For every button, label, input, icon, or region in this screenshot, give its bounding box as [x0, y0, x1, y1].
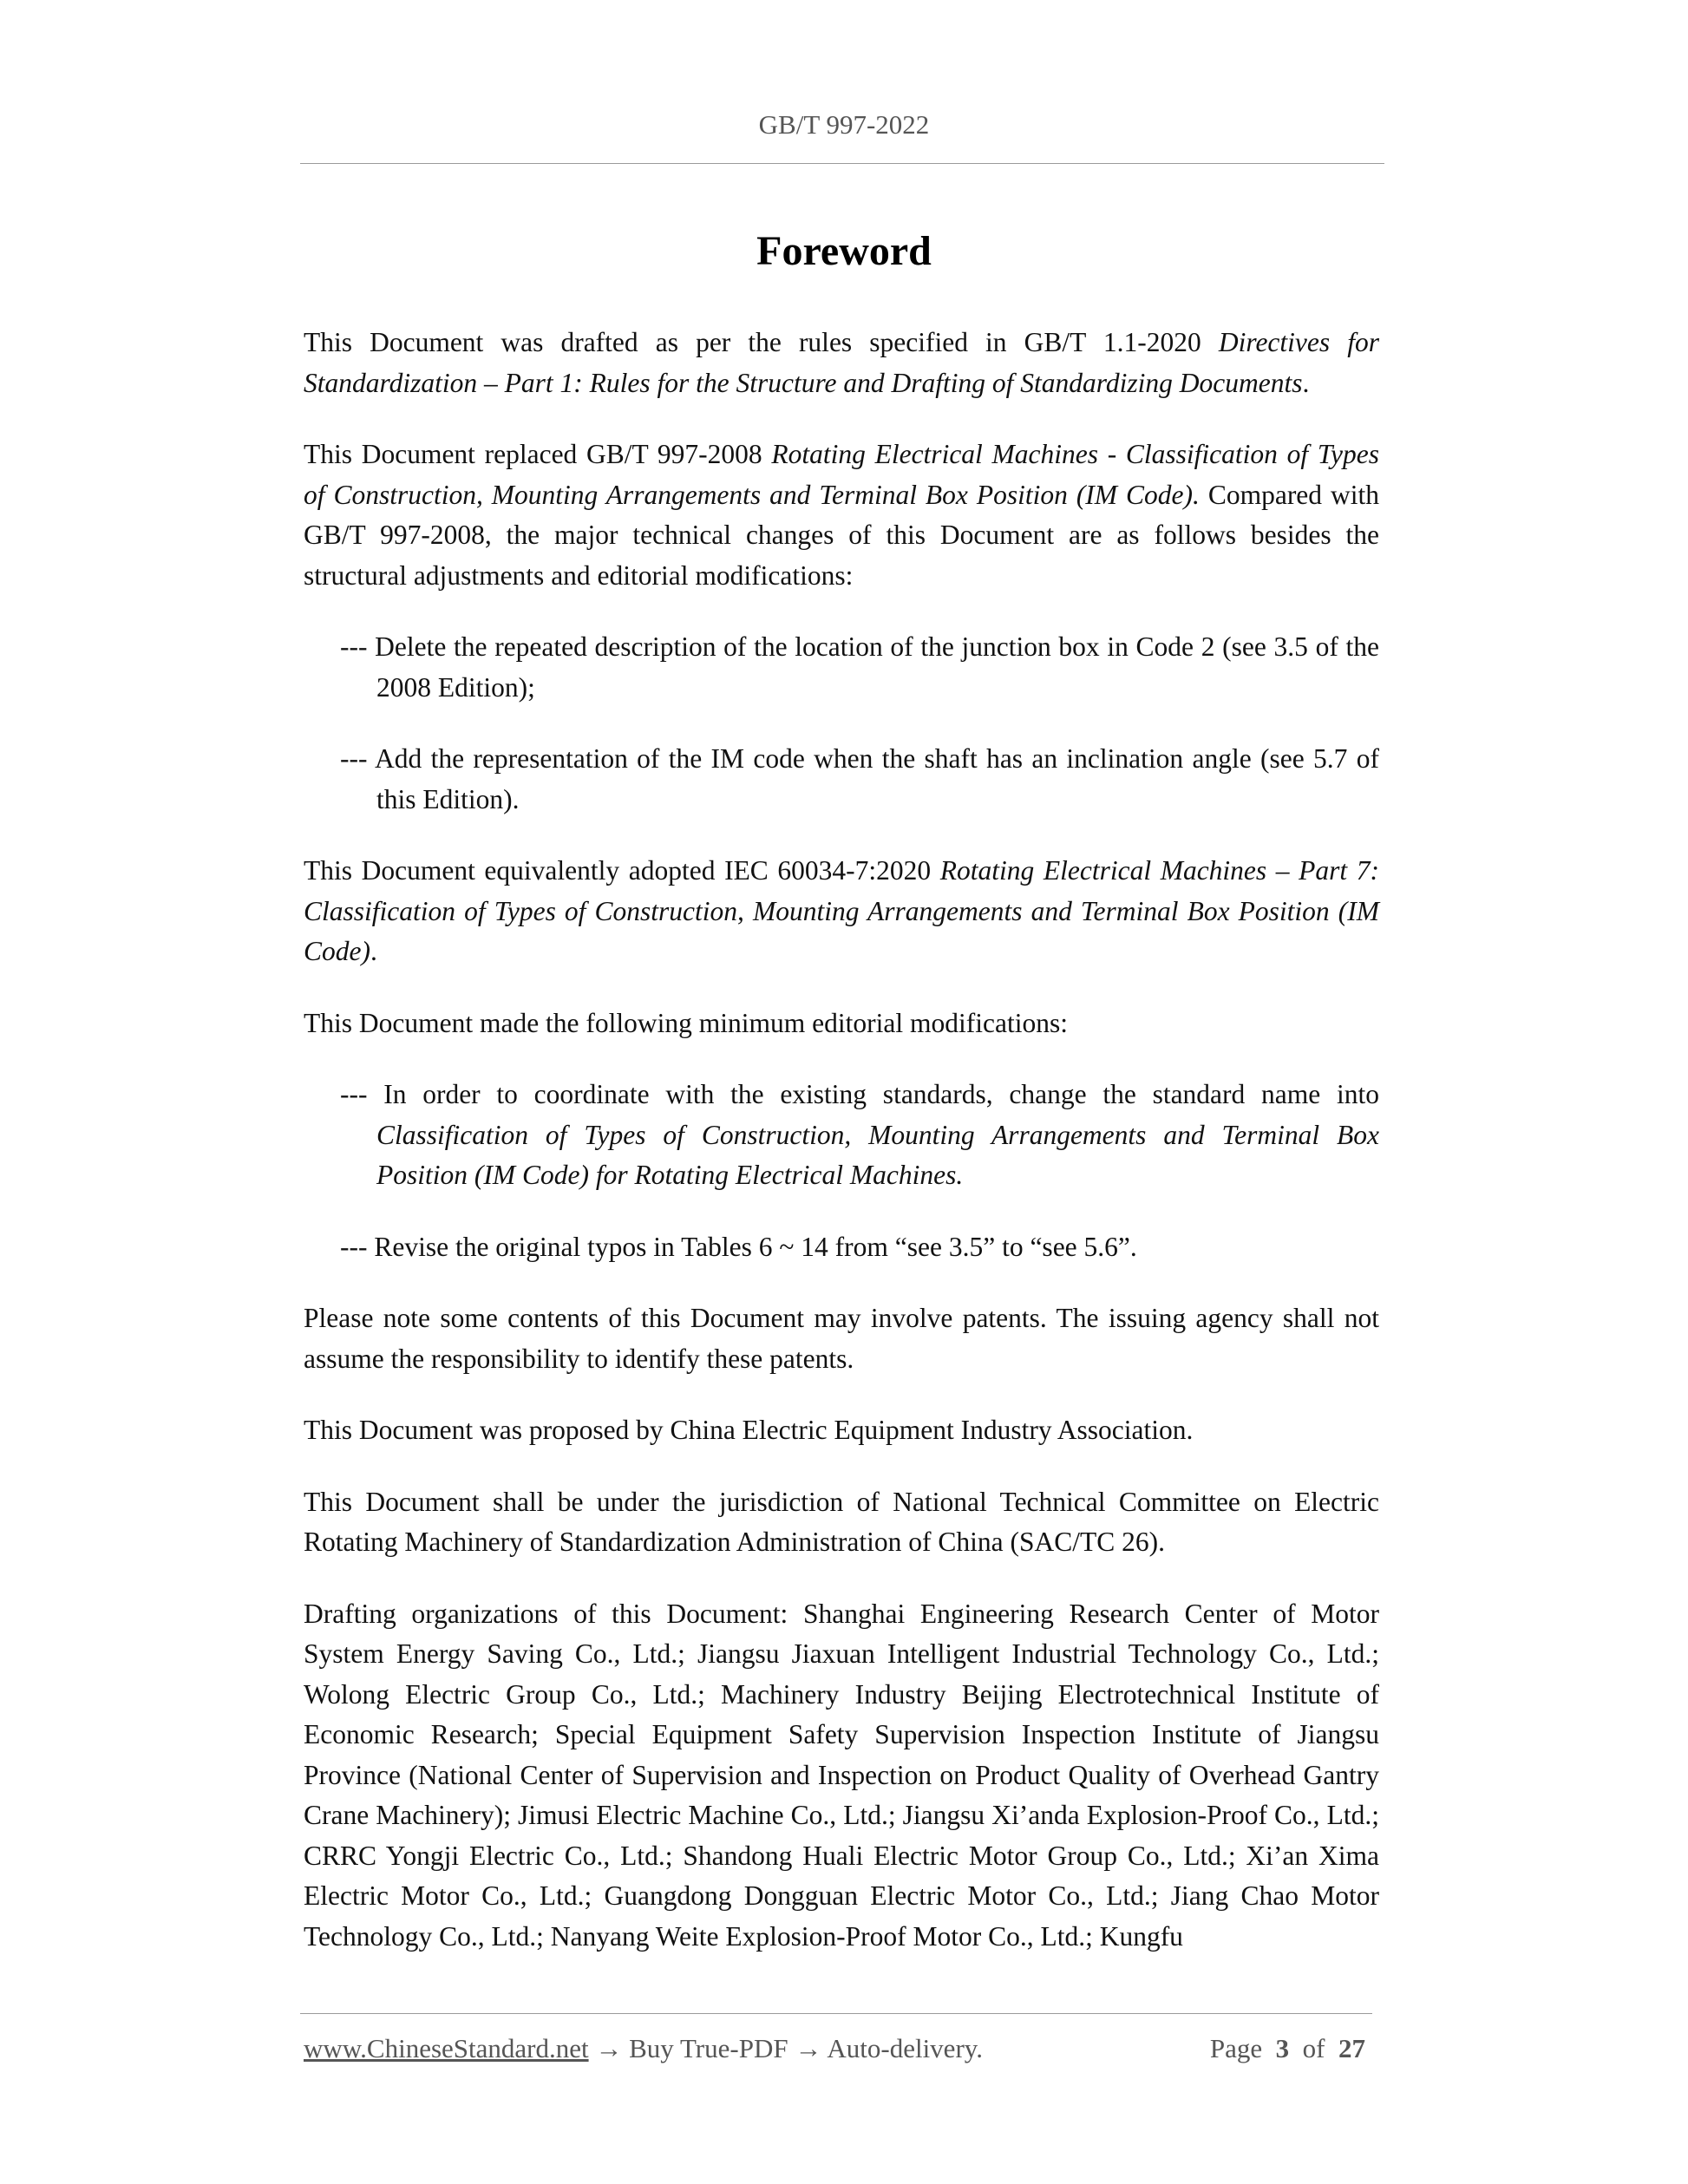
- website-link[interactable]: www.ChineseStandard.net: [304, 2033, 589, 2063]
- paragraph-text: This Document equivalently adopted IEC 60034-7:2020: [304, 855, 940, 886]
- page-label: Page: [1209, 2033, 1263, 2063]
- cited-standard-title: Directives for Standardization – Part 1: Rules for the Structure and Drafting of Standardizing Documents: [304, 327, 1379, 398]
- item-text: --- In order to coordinate with the existing standards, change the standard name into: [340, 1079, 1379, 1109]
- paragraph-modifications-intro: This Document made the following minimum editorial modifications:: [304, 1007, 1068, 1038]
- page-indicator: [1210, 2033, 1365, 2064]
- cited-standard-title: Rotating Electrical Machines - Classification of Types of Construction, Mounting Arrangements and Terminal Box Position (IM Code).: [304, 439, 1379, 510]
- paragraph-drafting-rules: [304, 323, 1379, 403]
- change-item: --- Delete the repeated description of the location of the junction box in Code 2 (see 3.5 of the 2008 Edition);: [340, 631, 1379, 703]
- paragraph-replacement: [304, 435, 1379, 596]
- modification-item: --- Revise the original typos in Tables 6 ~ 14 from “see 3.5” to “see 5.6”.: [340, 1231, 1137, 1262]
- change-item: --- Add the representation of the IM code when the shaft has an inclination angle (see 5.7 of this Edition).: [340, 743, 1379, 814]
- paragraph-text: This Document replaced GB/T 997-2008: [304, 439, 772, 469]
- footer-divider: [300, 2013, 1372, 2014]
- paragraph-adoption: [304, 851, 1379, 972]
- paragraph-text: This Document was drafted as per the rules specified in GB/T 1.1-2020: [304, 327, 1219, 357]
- cited-standard-title: Rotating Electrical Machines – Part 7: Classification of Types of Construction, Mounting Arrangements and Terminal Box Position (IM Code): [304, 855, 1379, 966]
- paragraph-patents: Please note some contents of this Document may involve patents. The issuing agency shall not assume the responsibility to identify these patents.: [304, 1303, 1379, 1374]
- header-divider: [300, 163, 1384, 164]
- standard-name: Classification of Types of Construction, Mounting Arrangements and Terminal Box Position (IM Code) for Rotating Electrical Machines.: [376, 1119, 1379, 1190]
- page-number: 3: [1275, 2033, 1290, 2063]
- modification-item: [340, 1075, 1379, 1196]
- page-title: Foreword: [756, 228, 932, 274]
- paragraph-text: Compared with GB/T 997-2008, the major technical changes of this Document are as follows besides the structural adjustments and editorial modifications:: [304, 479, 1379, 591]
- paragraph-proposer: This Document was proposed by China Electric Equipment Industry Association.: [304, 1415, 1194, 1445]
- footer-promo-text: → Buy True-PDF → Auto-delivery.: [588, 2033, 983, 2063]
- of-label: of: [1302, 2033, 1325, 2063]
- total-pages: 27: [1338, 2033, 1365, 2063]
- paragraph-jurisdiction: This Document shall be under the jurisdiction of National Technical Committee on Electric Rotating Machinery of Standardization Administration of China (SAC/TC 26).: [304, 1486, 1379, 1557]
- footer-promo: [304, 2033, 983, 2064]
- document-body: [304, 323, 1379, 1988]
- paragraph-text: .: [1302, 367, 1310, 398]
- paragraph-drafting-organizations: Drafting organizations of this Document: Shanghai Engineering Research Center of Motor System Energy Saving Co., Ltd.; Jiangsu Jiaxuan Intelligent Industrial Technology Co., Ltd.; Wolong Electric Group Co., Ltd.; Machinery Industry Beijing Electrotechnical Institute of Economic Research; Special Equipment Safety Supervision Inspection Institute of Jiangsu Province (National Center of Supervision and Inspection on Product Quality of Overhead Gantry Crane Machinery); Jimusi Electric Machine Co., Ltd.; Jiangsu Xi’anda Explosion-Proof Co., Ltd.; CRRC Yongji Electric Co., Ltd.; Shandong Huali Electric Motor Group Co., Ltd.; Xi’an Xima Electric Motor Co., Ltd.; Guangdong Dongguan Electric Motor Co., Ltd.; Jiang Chao Motor Technology Co., Ltd.; Nanyang Weite Explosion-Proof Motor Co., Ltd.; Kungfu: [304, 1598, 1379, 1952]
- paragraph-text: .: [370, 936, 377, 966]
- running-header: GB/T 997-2022: [758, 109, 930, 140]
